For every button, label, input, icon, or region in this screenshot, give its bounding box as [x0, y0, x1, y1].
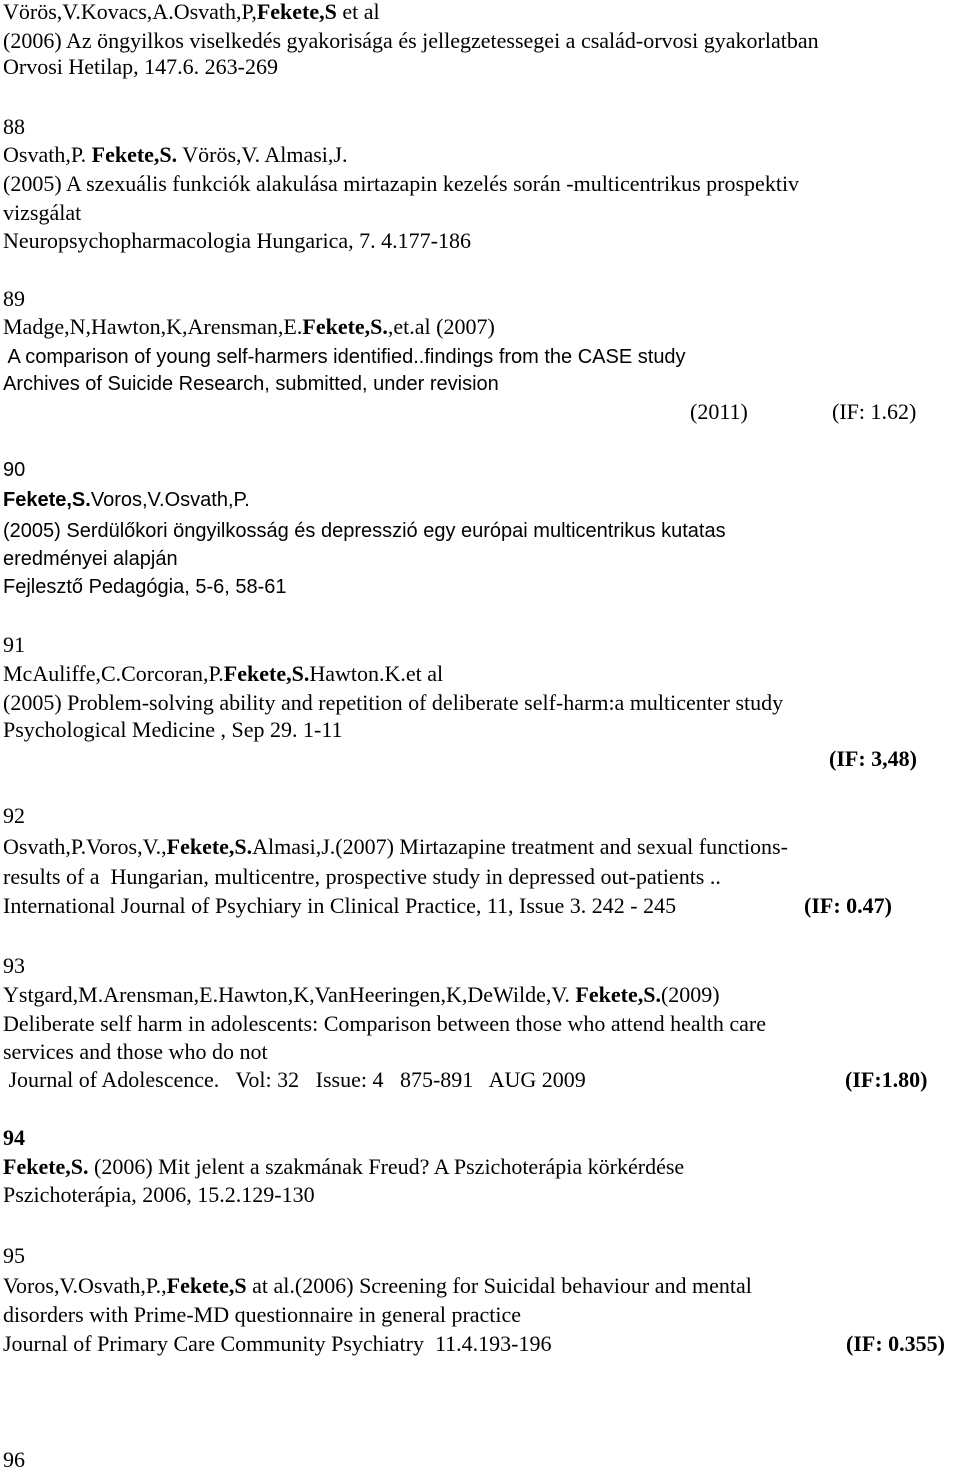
entry-number: 92 — [3, 803, 25, 828]
impact-factor: (IF: 0.47) — [804, 893, 892, 918]
entry-number: 91 — [3, 632, 25, 657]
entry-authors: Voros,V.Osvath,P.,Fekete,S at al.(2006) Screening for Suicidal behaviour and mental — [3, 1273, 752, 1298]
entry-journal-line: Orvosi Hetilap, 147.6. 263-269 — [3, 54, 278, 79]
entry-title-line: disorders with Prime-MD questionnaire in general practice — [3, 1302, 522, 1327]
entry-journal-line: Fejlesztő Pedagógia, 5-6, 58-61 — [3, 576, 287, 598]
impact-factor: (IF: 3,48) — [829, 746, 917, 771]
entry-title-line: (2005) Problem-solving ability and repetition of deliberate self-harm:a multicenter study — [3, 690, 784, 715]
entry-authors: McAuliffe,C.Corcoran,P.Fekete,S.Hawton.K.et al — [3, 661, 444, 686]
entry-title-line: vizsgálat — [3, 200, 82, 225]
impact-factor: (IF: 0.355) — [846, 1331, 945, 1356]
entry-journal-line: Psychological Medicine , Sep 29. 1-11 — [3, 717, 343, 742]
entry-journal-line: Archives of Suicide Research, submitted, under revision — [3, 373, 499, 395]
entry-journal-line: Pszichoterápia, 2006, 15.2.129-130 — [3, 1182, 315, 1207]
entry-title-line: results of a Hungarian, multicentre, prospective study in depressed out-patients .. — [3, 864, 721, 889]
entry-authors: Ystgard,M.Arensman,E.Hawton,K,VanHeeringen,K,DeWilde,V. Fekete,S.(2009) — [3, 982, 720, 1007]
entry-authors: Osvath,P. Fekete,S. Vörös,V. Almasi,J. — [3, 142, 348, 167]
entry-title-line: (2005) Serdülőkori öngyilkosság és depresszió egy európai multicentrikus kutatas — [3, 520, 726, 542]
impact-factor: (IF: 1.62) — [832, 399, 917, 424]
entry-number: 96 — [3, 1447, 25, 1472]
entry-journal-line: International Journal of Psychiary in Clinical Practice, 11, Issue 3. 242 - 245 — [3, 893, 677, 918]
entry-number: 88 — [3, 114, 25, 139]
entry-authors: Vörös,V.Kovacs,A.Osvath,P,Fekete,S et al — [3, 0, 380, 24]
entry-authors: Madge,N,Hawton,K,Arensman,E.Fekete,S.,et.al (2007) — [3, 314, 495, 339]
entry-title-line: (2006) Az öngyilkos viselkedés gyakorisága és jellegzetessegei a család-orvosi gyakorlatban — [3, 28, 819, 53]
entry-journal-line: Neuropsychopharmacologia Hungarica, 7. 4.177-186 — [3, 228, 471, 253]
entry-number: 95 — [3, 1243, 25, 1268]
entry-number: 90 — [3, 459, 26, 481]
entry-number: 93 — [3, 953, 25, 978]
entry-journal-line: Journal of Primary Care Community Psychiatry 11.4.193-196 — [3, 1331, 552, 1356]
entry-authors: Fekete,S.Voros,V.Osvath,P. — [3, 489, 250, 511]
entry-journal-line: Journal of Adolescence. Vol: 32 Issue: 4 875-891 AUG 2009 — [3, 1067, 586, 1092]
entry-title-line: services and those who do not — [3, 1039, 268, 1064]
entry-number: 89 — [3, 286, 25, 311]
entry-title-line: (2005) A szexuális funkciók alakulása mirtazapin kezelés során -multicentrikus prospektiv — [3, 171, 800, 196]
impact-factor: (IF:1.80) — [845, 1067, 928, 1092]
entry-title-line: Deliberate self harm in adolescents: Comparison between those who attend health care — [3, 1011, 767, 1036]
entry-title-line: A comparison of young self-harmers identified..findings from the CASE study — [3, 346, 686, 368]
entry-authors: Fekete,S. (2006) Mit jelent a szakmának Freud? A Pszichoterápia körkérdése — [3, 1154, 685, 1179]
entry-authors: Osvath,P.Voros,V.,Fekete,S.Almasi,J.(2007) Mirtazapine treatment and sexual functions- — [3, 834, 788, 859]
entry-year: (2011) — [690, 399, 748, 424]
entry-number: 94 — [3, 1125, 25, 1150]
entry-title-line: eredményei alapján — [3, 548, 178, 570]
